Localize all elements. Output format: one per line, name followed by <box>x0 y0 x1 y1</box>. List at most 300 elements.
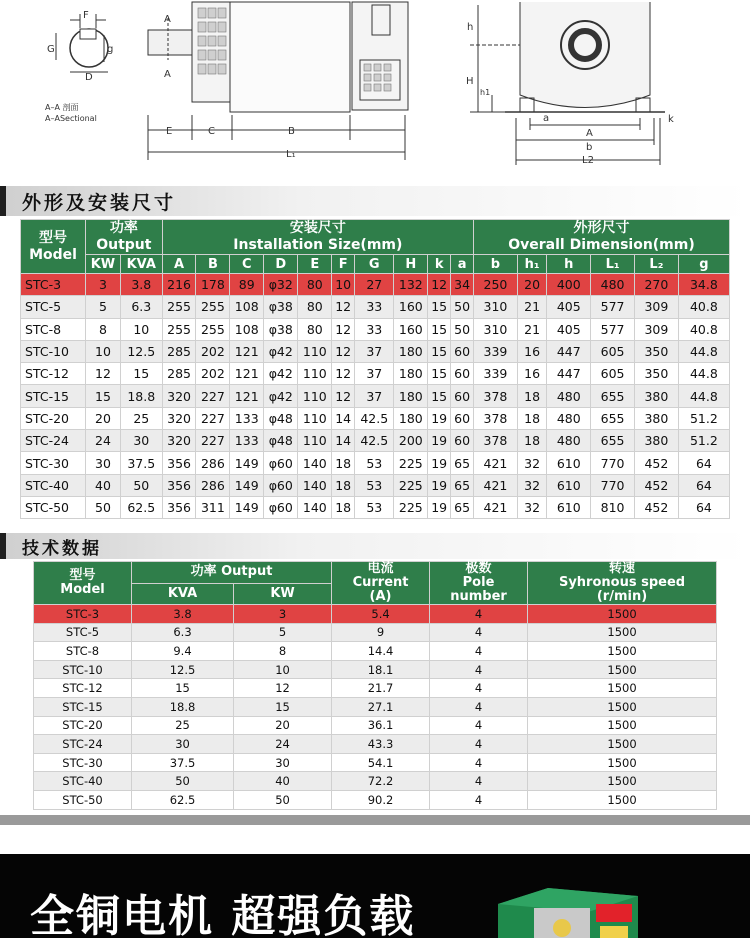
value-cell: 18 <box>332 452 354 473</box>
value-cell: 1500 <box>528 698 716 716</box>
table-row <box>34 624 716 642</box>
value-cell: 4 <box>430 754 527 772</box>
value-cell: 40 <box>234 772 331 790</box>
value-cell: 20 <box>86 408 120 429</box>
model-cell: STC-50 <box>21 497 85 518</box>
value-cell: 12 <box>86 363 120 384</box>
table-row <box>34 772 716 790</box>
value-cell: 19 <box>428 475 450 496</box>
value-cell: 50 <box>121 475 162 496</box>
label-k: k <box>668 114 674 125</box>
value-cell: 3.8 <box>132 605 233 623</box>
value-cell: 64 <box>679 452 729 473</box>
value-cell: 15 <box>86 385 120 406</box>
value-cell: 378 <box>474 385 517 406</box>
value-cell: 605 <box>591 363 634 384</box>
value-cell: 770 <box>591 452 634 473</box>
header-output: 功率 Output <box>86 220 162 254</box>
value-cell: 15 <box>121 363 162 384</box>
model-cell: STC-15 <box>34 698 131 716</box>
model-cell: STC-10 <box>34 661 131 679</box>
value-cell: 4 <box>430 735 527 753</box>
value-cell: 270 <box>635 274 678 295</box>
header-kva: KVA <box>132 584 233 605</box>
subheader-1: KVA <box>121 255 162 273</box>
subheader-0: KW <box>86 255 120 273</box>
value-cell: 133 <box>230 408 263 429</box>
value-cell: 5 <box>86 296 120 317</box>
table-row <box>34 791 716 809</box>
value-cell: 62.5 <box>121 497 162 518</box>
value-cell: 286 <box>196 475 229 496</box>
subheader-6: E <box>298 255 331 273</box>
value-cell: 40.8 <box>679 319 729 340</box>
value-cell: 15 <box>428 341 450 362</box>
table-row <box>34 735 716 753</box>
value-cell: 132 <box>394 274 427 295</box>
value-cell: 33 <box>355 296 393 317</box>
value-cell: 42.5 <box>355 430 393 451</box>
value-cell: 20 <box>234 717 331 735</box>
label-b: b <box>586 142 593 153</box>
value-cell: 51.2 <box>679 408 729 429</box>
value-cell: 64 <box>679 475 729 496</box>
value-cell: 285 <box>163 341 196 362</box>
value-cell: φ60 <box>264 497 297 518</box>
value-cell: 34 <box>451 274 473 295</box>
value-cell: 380 <box>635 430 678 451</box>
value-cell: 227 <box>196 385 229 406</box>
value-cell: 37 <box>355 341 393 362</box>
table-row <box>34 698 716 716</box>
value-cell: 4 <box>430 605 527 623</box>
value-cell: 21 <box>518 319 547 340</box>
value-cell: 60 <box>451 385 473 406</box>
value-cell: 202 <box>196 363 229 384</box>
header-installation-size: 安装尺寸 Installation Size(mm) <box>163 220 473 254</box>
value-cell: 655 <box>591 408 634 429</box>
value-cell: 380 <box>635 385 678 406</box>
table-row <box>21 385 729 406</box>
model-cell: STC-20 <box>34 717 131 735</box>
value-cell: 4 <box>430 661 527 679</box>
value-cell: 216 <box>163 274 196 295</box>
promo-banner <box>0 854 750 938</box>
value-cell: 40 <box>86 475 120 496</box>
value-cell: 12.5 <box>121 341 162 362</box>
value-cell: 378 <box>474 408 517 429</box>
value-cell: 421 <box>474 475 517 496</box>
label-H: H <box>466 76 474 87</box>
value-cell: 16 <box>518 363 547 384</box>
label-D: D <box>85 72 93 83</box>
subheader-3: B <box>196 255 229 273</box>
divider-bar <box>0 815 750 825</box>
table-row <box>34 754 716 772</box>
value-cell: 27 <box>355 274 393 295</box>
value-cell: 4 <box>430 698 527 716</box>
value-cell: 12 <box>332 363 354 384</box>
value-cell: 447 <box>547 341 590 362</box>
value-cell: φ42 <box>264 363 297 384</box>
value-cell: 27.1 <box>332 698 429 716</box>
value-cell: 1500 <box>528 717 716 735</box>
value-cell: 311 <box>196 497 229 518</box>
value-cell: 24 <box>234 735 331 753</box>
value-cell: 1500 <box>528 605 716 623</box>
value-cell: 202 <box>196 341 229 362</box>
value-cell: 149 <box>230 475 263 496</box>
value-cell: 140 <box>298 452 331 473</box>
subheader-15: L₁ <box>591 255 634 273</box>
subheader-17: g <box>679 255 729 273</box>
value-cell: 30 <box>121 430 162 451</box>
value-cell: 121 <box>230 363 263 384</box>
value-cell: 160 <box>394 296 427 317</box>
value-cell: 18 <box>518 408 547 429</box>
value-cell: 32 <box>518 452 547 473</box>
value-cell: 50 <box>234 791 331 809</box>
value-cell: 480 <box>547 385 590 406</box>
value-cell: 320 <box>163 385 196 406</box>
value-cell: 452 <box>635 497 678 518</box>
table-row <box>21 296 729 317</box>
value-cell: 3 <box>234 605 331 623</box>
value-cell: 350 <box>635 363 678 384</box>
value-cell: 15 <box>428 319 450 340</box>
value-cell: 1500 <box>528 772 716 790</box>
value-cell: 33 <box>355 319 393 340</box>
value-cell: 3.8 <box>121 274 162 295</box>
value-cell: 60 <box>451 363 473 384</box>
value-cell: 108 <box>230 296 263 317</box>
model-cell: STC-24 <box>21 430 85 451</box>
value-cell: 108 <box>230 319 263 340</box>
table-row <box>34 661 716 679</box>
value-cell: 12 <box>428 274 450 295</box>
value-cell: 309 <box>635 319 678 340</box>
value-cell: 10 <box>86 341 120 362</box>
value-cell: 110 <box>298 363 331 384</box>
label-h1: h1 <box>480 88 491 97</box>
subheader-7: F <box>332 255 354 273</box>
label-A-end: A <box>586 128 593 139</box>
value-cell: 60 <box>451 430 473 451</box>
value-cell: 1500 <box>528 754 716 772</box>
technical-data-table <box>33 561 717 810</box>
value-cell: 30 <box>234 754 331 772</box>
model-cell: STC-30 <box>21 452 85 473</box>
value-cell: 810 <box>591 497 634 518</box>
table-row <box>34 605 716 623</box>
value-cell: 286 <box>196 452 229 473</box>
value-cell: 5 <box>234 624 331 642</box>
subheader-12: b <box>474 255 517 273</box>
value-cell: φ48 <box>264 430 297 451</box>
value-cell: 30 <box>132 735 233 753</box>
value-cell: 15 <box>428 385 450 406</box>
value-cell: 255 <box>196 319 229 340</box>
value-cell: 60 <box>451 408 473 429</box>
value-cell: 50 <box>132 772 233 790</box>
label-E: E <box>166 126 173 137</box>
value-cell: 480 <box>591 274 634 295</box>
value-cell: 1500 <box>528 735 716 753</box>
table-row <box>21 475 729 496</box>
value-cell: 72.2 <box>332 772 429 790</box>
subheader-14: h <box>547 255 590 273</box>
value-cell: 15 <box>428 296 450 317</box>
subheader-11: a <box>451 255 473 273</box>
label-C: C <box>208 126 215 137</box>
label-A-bottom: A <box>164 69 171 80</box>
table-row <box>21 430 729 451</box>
value-cell: 356 <box>163 497 196 518</box>
model-cell: STC-5 <box>21 296 85 317</box>
value-cell: 12 <box>332 385 354 406</box>
value-cell: 770 <box>591 475 634 496</box>
label-L2: L2 <box>582 155 594 166</box>
value-cell: 310 <box>474 319 517 340</box>
value-cell: 37.5 <box>132 754 233 772</box>
model-cell: STC-12 <box>34 679 131 697</box>
value-cell: 4 <box>430 679 527 697</box>
value-cell: 121 <box>230 341 263 362</box>
table-row <box>21 408 729 429</box>
value-cell: 32 <box>518 475 547 496</box>
value-cell: 10 <box>234 661 331 679</box>
value-cell: 149 <box>230 497 263 518</box>
section-title: 外形及安装尺寸 <box>22 191 177 214</box>
value-cell: 610 <box>547 497 590 518</box>
value-cell: 14 <box>332 430 354 451</box>
value-cell: 610 <box>547 475 590 496</box>
value-cell: 356 <box>163 475 196 496</box>
model-cell: STC-20 <box>21 408 85 429</box>
value-cell: 225 <box>394 475 427 496</box>
value-cell: 65 <box>451 475 473 496</box>
model-cell: STC-3 <box>21 274 85 295</box>
value-cell: 320 <box>163 430 196 451</box>
value-cell: 610 <box>547 452 590 473</box>
value-cell: 480 <box>547 430 590 451</box>
value-cell: 447 <box>547 363 590 384</box>
value-cell: 65 <box>451 497 473 518</box>
value-cell: 1500 <box>528 679 716 697</box>
value-cell: 24 <box>86 430 120 451</box>
header-pole-number: 极数 Pole number <box>430 562 527 604</box>
value-cell: 339 <box>474 341 517 362</box>
subheader-13: h₁ <box>518 255 547 273</box>
value-cell: 110 <box>298 341 331 362</box>
value-cell: φ60 <box>264 475 297 496</box>
value-cell: 4 <box>430 717 527 735</box>
value-cell: 421 <box>474 452 517 473</box>
label-h: h <box>467 22 474 33</box>
subheader-10: k <box>428 255 450 273</box>
value-cell: 12 <box>332 296 354 317</box>
value-cell: 16 <box>518 341 547 362</box>
value-cell: 12 <box>332 341 354 362</box>
value-cell: 250 <box>474 274 517 295</box>
value-cell: 36.1 <box>332 717 429 735</box>
section-label-en: A–ASectional <box>45 114 97 123</box>
value-cell: 20 <box>518 274 547 295</box>
table-row <box>21 274 729 295</box>
value-cell: 180 <box>394 341 427 362</box>
value-cell: 10 <box>332 274 354 295</box>
value-cell: 1500 <box>528 642 716 660</box>
value-cell: 12 <box>332 319 354 340</box>
value-cell: 110 <box>298 408 331 429</box>
label-A-top: A <box>164 14 171 25</box>
table-row <box>21 452 729 473</box>
value-cell: 19 <box>428 408 450 429</box>
model-cell: STC-15 <box>21 385 85 406</box>
generator-product-image <box>488 874 648 938</box>
value-cell: 356 <box>163 452 196 473</box>
header-model: 型号 Model <box>21 220 85 273</box>
subheader-2: A <box>163 255 196 273</box>
value-cell: 8 <box>234 642 331 660</box>
value-cell: 15 <box>132 679 233 697</box>
value-cell: 110 <box>298 385 331 406</box>
value-cell: 80 <box>298 274 331 295</box>
value-cell: 60 <box>451 341 473 362</box>
subheader-8: G <box>355 255 393 273</box>
value-cell: 30 <box>86 452 120 473</box>
model-cell: STC-24 <box>34 735 131 753</box>
value-cell: 10 <box>121 319 162 340</box>
section-label-cn: A–A 剖面 <box>45 103 79 112</box>
value-cell: 1500 <box>528 624 716 642</box>
value-cell: 15 <box>234 698 331 716</box>
value-cell: 655 <box>591 430 634 451</box>
table-row <box>21 341 729 362</box>
value-cell: 18.8 <box>132 698 233 716</box>
value-cell: 380 <box>635 408 678 429</box>
value-cell: 32 <box>518 497 547 518</box>
value-cell: 37 <box>355 363 393 384</box>
header-overall-dimension: 外形尺寸 Overall Dimension(mm) <box>474 220 729 254</box>
value-cell: 225 <box>394 452 427 473</box>
value-cell: 227 <box>196 408 229 429</box>
value-cell: 149 <box>230 452 263 473</box>
value-cell: 140 <box>298 475 331 496</box>
value-cell: 14 <box>332 408 354 429</box>
value-cell: 34.8 <box>679 274 729 295</box>
value-cell: 140 <box>298 497 331 518</box>
value-cell: 19 <box>428 430 450 451</box>
value-cell: 6.3 <box>121 296 162 317</box>
model-cell: STC-40 <box>34 772 131 790</box>
value-cell: φ42 <box>264 341 297 362</box>
banner-accent-bar <box>0 533 6 559</box>
value-cell: 6.3 <box>132 624 233 642</box>
dimension-drawing <box>0 0 750 180</box>
value-cell: 9 <box>332 624 429 642</box>
value-cell: 50 <box>451 319 473 340</box>
value-cell: 1500 <box>528 791 716 809</box>
value-cell: 19 <box>428 497 450 518</box>
value-cell: 110 <box>298 430 331 451</box>
subheader-5: D <box>264 255 297 273</box>
value-cell: 18 <box>332 497 354 518</box>
value-cell: 18 <box>518 430 547 451</box>
value-cell: 8 <box>86 319 120 340</box>
value-cell: 90.2 <box>332 791 429 809</box>
value-cell: 44.8 <box>679 385 729 406</box>
label-g: g <box>107 44 114 55</box>
model-cell: STC-40 <box>21 475 85 496</box>
value-cell: 44.8 <box>679 341 729 362</box>
header-kw: KW <box>234 584 331 605</box>
value-cell: 25 <box>132 717 233 735</box>
value-cell: φ38 <box>264 319 297 340</box>
header-current: 电流 Current (A) <box>332 562 429 604</box>
value-cell: 80 <box>298 319 331 340</box>
table-row <box>34 717 716 735</box>
value-cell: 452 <box>635 452 678 473</box>
label-L1: L₁ <box>286 149 296 160</box>
value-cell: 18 <box>332 475 354 496</box>
model-cell: STC-30 <box>34 754 131 772</box>
value-cell: 577 <box>591 296 634 317</box>
model-cell: STC-5 <box>34 624 131 642</box>
label-G: G <box>47 44 55 55</box>
value-cell: 320 <box>163 408 196 429</box>
value-cell: 4 <box>430 642 527 660</box>
value-cell: 605 <box>591 341 634 362</box>
model-cell: STC-10 <box>21 341 85 362</box>
value-cell: 405 <box>547 296 590 317</box>
value-cell: 18 <box>518 385 547 406</box>
value-cell: 19 <box>428 452 450 473</box>
model-cell: STC-50 <box>34 791 131 809</box>
model-cell: STC-8 <box>21 319 85 340</box>
value-cell: 21 <box>518 296 547 317</box>
value-cell: 309 <box>635 296 678 317</box>
section-banner-dimensions <box>0 186 750 216</box>
value-cell: 452 <box>635 475 678 496</box>
section-banner-technical-data <box>0 533 750 559</box>
value-cell: 14.4 <box>332 642 429 660</box>
value-cell: 12 <box>234 679 331 697</box>
value-cell: 350 <box>635 341 678 362</box>
model-cell: STC-8 <box>34 642 131 660</box>
banner-accent-bar <box>0 186 6 216</box>
value-cell: 15 <box>428 363 450 384</box>
value-cell: 255 <box>196 296 229 317</box>
value-cell: 1500 <box>528 661 716 679</box>
value-cell: 25 <box>121 408 162 429</box>
value-cell: 405 <box>547 319 590 340</box>
value-cell: 54.1 <box>332 754 429 772</box>
value-cell: φ32 <box>264 274 297 295</box>
value-cell: 339 <box>474 363 517 384</box>
value-cell: 42.5 <box>355 408 393 429</box>
value-cell: 37.5 <box>121 452 162 473</box>
value-cell: 421 <box>474 497 517 518</box>
value-cell: 18.8 <box>121 385 162 406</box>
value-cell: φ42 <box>264 385 297 406</box>
value-cell: 310 <box>474 296 517 317</box>
value-cell: 285 <box>163 363 196 384</box>
value-cell: 4 <box>430 772 527 790</box>
label-B: B <box>288 126 295 137</box>
value-cell: 121 <box>230 385 263 406</box>
value-cell: 43.3 <box>332 735 429 753</box>
